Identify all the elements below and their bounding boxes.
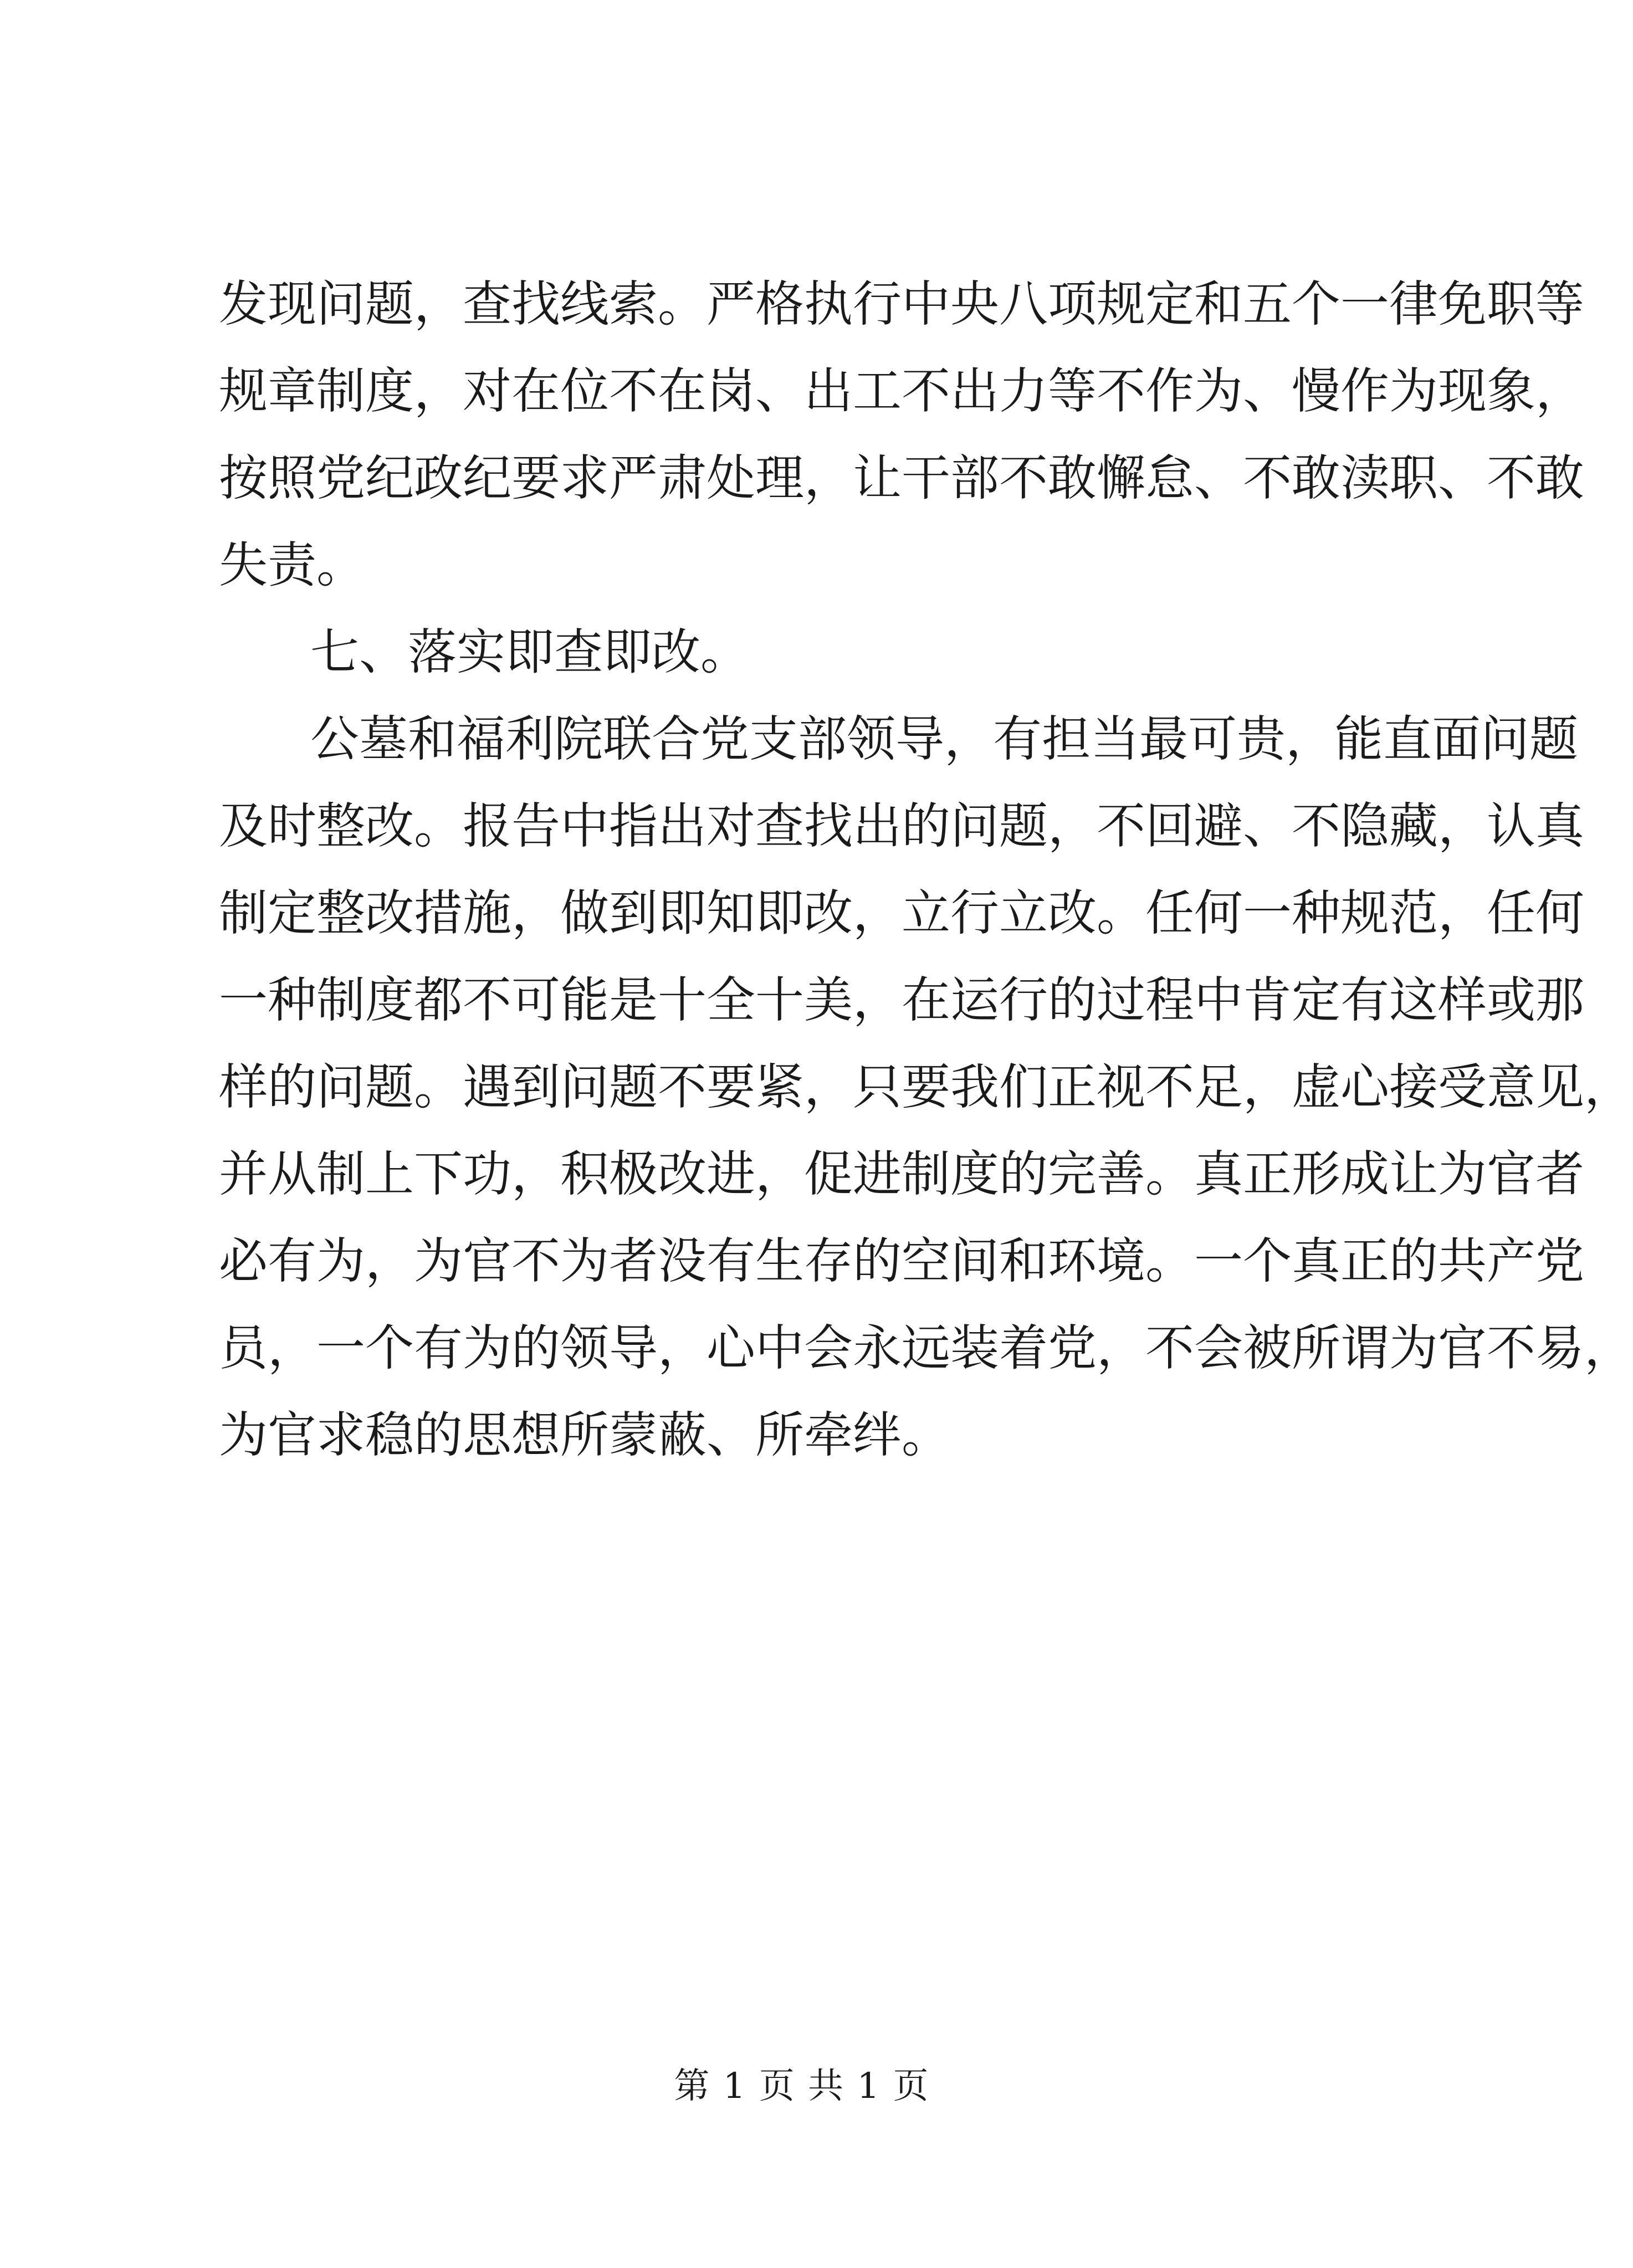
text-line: 公墓和福利院联合党支部领导，有担当最可贵，能直面问题 <box>310 710 1579 767</box>
text-line: 并从制上下功，积极改进，促进制度的完善。真正形成让为官者 <box>219 1145 1585 1202</box>
section-heading: 七、落实即查即改。 <box>310 623 750 680</box>
text-line: 失责。 <box>219 536 366 593</box>
text-line: 必有为，为官不为者没有生存的空间和环境。一个真正的共产党 <box>219 1232 1585 1289</box>
text-line: 及时整改。报告中指出对查找出的问题，不回避、不隐藏，认真 <box>219 797 1585 854</box>
text-line: 样的问题。遇到问题不要紧，只要我们正视不足，虚心接受意见， <box>219 1058 1633 1115</box>
text-line: 为官求稳的思想所蒙蔽、所牵绊。 <box>219 1406 951 1463</box>
text-line: 规章制度，对在位不在岗、出工不出力等不作为、慢作为现象， <box>219 362 1585 419</box>
text-line: 发现问题，查找线索。严格执行中央八项规定和五个一律免职等 <box>219 275 1585 332</box>
text-line: 制定整改措施，做到即知即改，立行立改。任何一种规范，任何 <box>219 884 1585 941</box>
text-line: 员，一个有为的领导，心中会永远装着党，不会被所谓为官不易， <box>219 1319 1633 1376</box>
text-line: 按照党纪政纪要求严肃处理，让干部不敢懈怠、不敢渎职、不敢 <box>219 449 1585 506</box>
page-number-footer: 第 1 页 共 1 页 <box>674 2066 930 2107</box>
text-line: 一种制度都不可能是十全十美，在运行的过程中肯定有这样或那 <box>219 971 1585 1028</box>
document-body <box>219 260 1633 1478</box>
